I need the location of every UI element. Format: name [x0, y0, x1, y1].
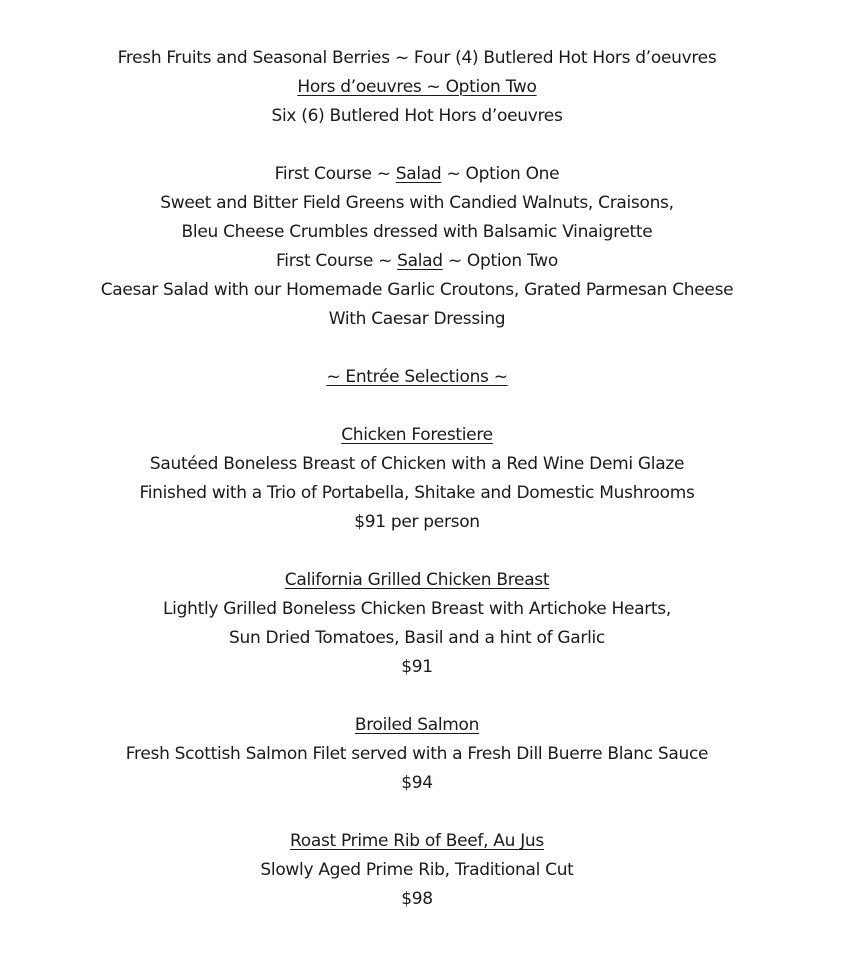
salad-label: Salad: [395, 164, 442, 184]
first-course-prefix: First Course ~: [276, 251, 398, 271]
spacer: [0, 392, 834, 421]
hors-doeuvres-option-two-text: Six (6) Butlered Hot Hors d’oeuvres: [271, 106, 563, 126]
salad-label: Salad: [397, 251, 443, 271]
entree-price: $91 per person: [354, 512, 480, 532]
first-course-option-one-line2: Bleu Cheese Crumbles dressed with Balsamic Vinaigrette: [181, 222, 653, 242]
spacer: [0, 334, 834, 363]
entree-name: California Grilled Chicken Breast: [284, 570, 550, 590]
first-course-suffix: ~ Option One: [441, 164, 560, 184]
entree-description: Lightly Grilled Boneless Chicken Breast with Artichoke Hearts,: [163, 599, 671, 619]
first-course-option-one-line1: Sweet and Bitter Field Greens with Candied Walnuts, Craisons,: [160, 193, 674, 213]
entree-roast-prime-rib: [0, 827, 834, 914]
hors-doeuvres-option-one-text: Fresh Fruits and Seasonal Berries ~ Four (4) Butlered Hot Hors d’oeuvres: [117, 48, 717, 68]
first-course-option-one-heading: [0, 160, 834, 189]
entree-selections-heading: ~ Entrée Selections ~: [326, 367, 508, 387]
entree-chicken-forestiere: [0, 421, 834, 537]
spacer: [0, 798, 834, 827]
first-course-option-two-line2: With Caesar Dressing: [328, 309, 506, 329]
entree-description: Slowly Aged Prime Rib, Traditional Cut: [260, 860, 574, 880]
entree-name: Roast Prime Rib of Beef, Au Jus: [290, 831, 544, 851]
menu-page: [0, 44, 834, 914]
spacer: [0, 537, 834, 566]
entree-name: Broiled Salmon: [354, 715, 480, 735]
first-course-suffix: ~ Option Two: [442, 251, 558, 271]
hors-doeuvres-option-two-heading: Hors d’oeuvres ~ Option Two: [297, 77, 537, 97]
spacer: [0, 682, 834, 711]
first-course-prefix: First Course ~: [274, 164, 396, 184]
spacer: [0, 131, 834, 160]
entree-description: Fresh Scottish Salmon Filet served with a Fresh Dill Buerre Blanc Sauce: [125, 744, 709, 764]
first-course-option-two-line1: Caesar Salad with our Homemade Garlic Croutons, Grated Parmesan Cheese: [100, 280, 734, 300]
entree-california-grilled-chicken: [0, 566, 834, 682]
entree-description: Finished with a Trio of Portabella, Shitake and Domestic Mushrooms: [139, 483, 695, 503]
entree-description: Sun Dried Tomatoes, Basil and a hint of Garlic: [229, 628, 605, 648]
entree-price: $94: [401, 773, 433, 793]
entree-price: $98: [401, 889, 433, 909]
entree-description: Sautéed Boneless Breast of Chicken with a Red Wine Demi Glaze: [149, 454, 685, 474]
first-course-option-two-heading: [0, 247, 834, 276]
entree-name: Chicken Forestiere: [341, 425, 493, 445]
entree-price: $91: [401, 657, 433, 677]
entree-broiled-salmon: [0, 711, 834, 798]
